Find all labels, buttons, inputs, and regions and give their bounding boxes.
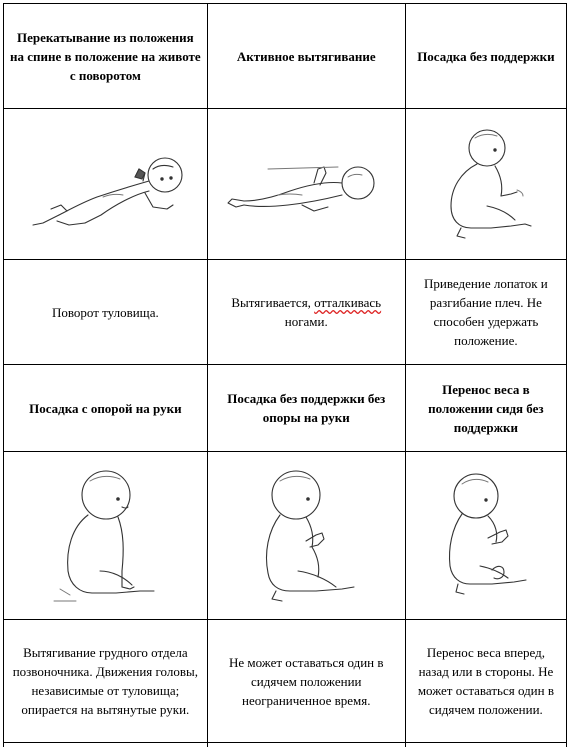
header-cell-sitting-arm-support: Посадка с опорой на руки (4, 365, 208, 452)
description-text: Вытягивается, (231, 295, 314, 310)
illustration-cell (207, 109, 405, 260)
description-cell-weight-shift: Перенос веса вперед, назад или в стороны. Не может оставаться один в сидячем положении. (405, 620, 566, 743)
baby-sitting-illustration (421, 124, 551, 244)
baby-rolling-illustration (15, 129, 195, 239)
baby-sitting-no-support-illustration (236, 461, 376, 611)
description-cell-sitting-no-support: Не может оставаться один в сидячем положении неограниченное время. (207, 620, 405, 743)
milestones-table (3, 3, 567, 747)
baby-sitting-weight-shift-illustration (426, 466, 546, 606)
description-cell-stretching (207, 260, 405, 365)
header-cell-rolling: Перекатывание из положения на спине в положение на животе с поворотом (4, 4, 208, 109)
description-text-tail: ногами. (285, 314, 328, 329)
header-cell-sitting-no-support: Посадка без поддержки без опоры на руки (207, 365, 405, 452)
illustration-cell (207, 452, 405, 620)
description-row-2 (4, 620, 567, 743)
header-cell-weight-shift: Перенос веса в положении сидя без поддержки (405, 365, 566, 452)
spellcheck-flagged-word: отталкивась (314, 295, 381, 310)
illustration-cell (405, 452, 566, 620)
header-row-2 (4, 365, 567, 452)
illustration-row-1 (4, 109, 567, 260)
header-cell-stretching: Активное вытягивание (207, 4, 405, 109)
header-cell-sitting: Посадка без поддержки (405, 4, 566, 109)
illustration-row-2 (4, 452, 567, 620)
description-cell-sitting: Приведение лопаток и разгибание плеч. Не способен удержать положение. (405, 260, 566, 365)
header-row-1 (4, 4, 567, 109)
description-row-1 (4, 260, 567, 365)
illustration-cell (405, 109, 566, 260)
illustration-cell (4, 109, 208, 260)
description-cell-sitting-arm-support: Вытягивание грудного отдела позвоночника. Движения головы, независимые от туловища; опирается на вытянутые руки. (4, 620, 208, 743)
baby-stretching-illustration (218, 139, 394, 229)
baby-sitting-arm-support-illustration (40, 461, 170, 611)
description-cell-rolling: Поворот туловища. (4, 260, 208, 365)
illustration-cell (4, 452, 208, 620)
